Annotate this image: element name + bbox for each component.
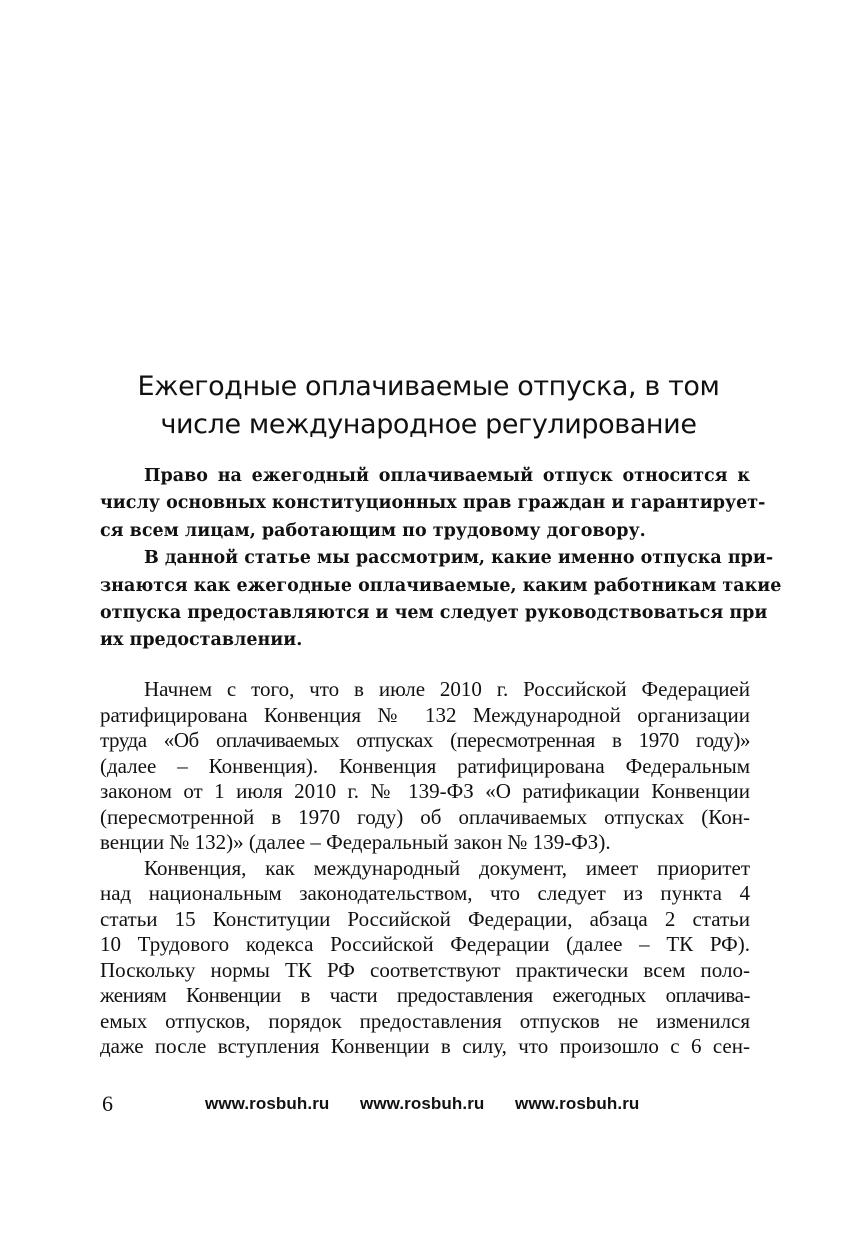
body-p2-line: даже после вступления Конвенции в силу, что произошло с 6 сен- xyxy=(100,1034,750,1058)
page-number: 6 xyxy=(102,1091,113,1116)
body-p2-line: Конвенция, как международный документ, имеет приоритет xyxy=(144,855,750,880)
lead-paragraphs xyxy=(100,463,782,655)
lead-p1-line: Право на ежегодный оплачиваемый отпуск относится к xyxy=(144,466,750,486)
heading-line-2: числе международное регулирование xyxy=(160,409,697,440)
page-footer xyxy=(100,1091,750,1121)
body-p1-line: венции № 132)» (далее – Федеральный закон № 139-ФЗ). xyxy=(100,830,611,854)
section-heading xyxy=(100,368,757,444)
lead-p1-line: числу основных конституционных прав граждан и гарантирует- xyxy=(100,493,766,514)
lead-p2-line: отпуска предоставляются и чем следует руководствоваться при xyxy=(100,603,768,624)
body-p2-line: 10 Трудового кодекса Российской Федерации (далее – ТК РФ). xyxy=(100,932,750,956)
body-p2-line: статьи 15 Конституции Российской Федерации, абзаца 2 статьи xyxy=(100,906,750,931)
lead-p2-line: В данной статье мы рассмотрим, какие именно отпуска при- xyxy=(144,548,774,569)
body-p1-line: законом от 1 июля 2010 г. № 139-ФЗ «О ратификации Конвенции xyxy=(100,779,750,803)
lead-p1-line: ся всем лицам, работающим по трудовому договору. xyxy=(100,520,646,541)
lead-p2-line: знаются как ежегодные оплачиваемые, каким работникам такие xyxy=(100,575,782,596)
body-p2-line: жениям Конвенции в части предоставления ежегодных оплачива- xyxy=(100,983,750,1007)
body-p1-line: (далее – Конвенция). Конвенция ратифицирована Федеральным xyxy=(100,753,750,778)
body-p2-line: над национальным законодательством, что следует из пункта 4 xyxy=(100,881,750,905)
footer-site-link[interactable]: www.rosbuh.ru xyxy=(205,1094,330,1113)
body-p1-line: Начнем с того, что в июле 2010 г. Российской Федерацией xyxy=(144,677,750,701)
heading-line-1: Ежегодные оплачиваемые отпуска, в том xyxy=(137,371,720,402)
body-text xyxy=(100,677,750,1060)
body-p2-line: Поскольку нормы ТК РФ соответствуют практически всем поло- xyxy=(100,957,750,982)
body-p1-line: (пересмотренной в 1970 году) об оплачиваемых отпусках (Кон- xyxy=(100,804,750,829)
footer-site-link[interactable]: www.rosbuh.ru xyxy=(515,1094,640,1113)
footer-site-link[interactable]: www.rosbuh.ru xyxy=(360,1094,485,1113)
body-p2-line: емых отпусков, порядок предоставления отпусков не изменился xyxy=(100,1008,750,1033)
lead-p2-line: их предоставлении. xyxy=(100,630,303,651)
body-p1-line: ратифицирована Конвенция № 132 Международной организации xyxy=(100,702,750,727)
body-p1-line: труда «Об оплачиваемых отпусках (пересмотренная в 1970 году)» xyxy=(100,728,750,752)
